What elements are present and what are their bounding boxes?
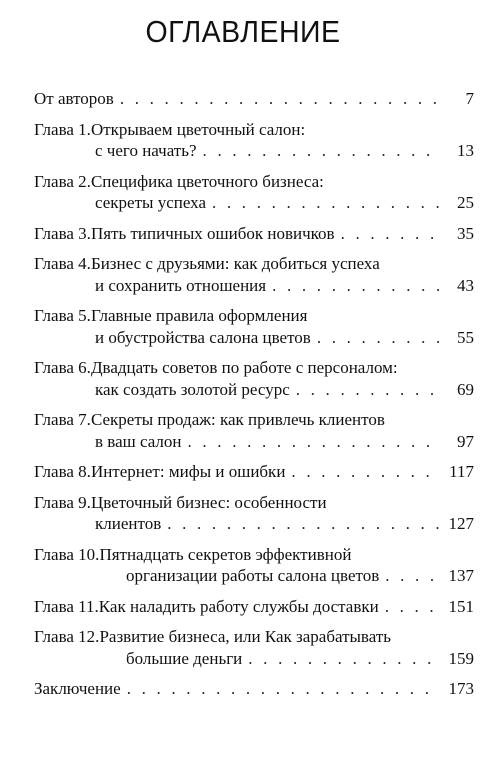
chapter-title: с чего начать? bbox=[95, 141, 197, 160]
page-number: 97 bbox=[457, 431, 474, 451]
page-number: 173 bbox=[448, 679, 474, 698]
toc-entry bbox=[34, 119, 474, 162]
page-title: ОГЛАВЛЕНИЕ bbox=[145, 14, 341, 49]
chapter-title: Специфика цветочного бизнеса: bbox=[90, 171, 324, 191]
toc-entry bbox=[34, 305, 474, 348]
chapter-title: Как наладить работу службы доставки bbox=[98, 596, 379, 616]
toc-line bbox=[34, 140, 474, 162]
chapter-number: Глава 8. bbox=[34, 462, 91, 481]
dot-leader bbox=[188, 431, 441, 453]
chapter-title: Бизнес с друзьями: как добиться успеха bbox=[90, 254, 380, 273]
chapter-title: Открываем цветочный салон: bbox=[90, 119, 306, 139]
chapter-title: и сохранить отношения bbox=[95, 275, 267, 295]
chapter-number: Глава 10. bbox=[34, 544, 100, 564]
dot-leader bbox=[203, 140, 440, 162]
toc-entry bbox=[34, 461, 474, 483]
page-number: 43 bbox=[457, 275, 474, 295]
page-number: 25 bbox=[457, 193, 474, 212]
chapter-title: Секреты продаж: как привлечь клиентов bbox=[90, 410, 385, 429]
toc-line bbox=[34, 544, 474, 566]
dot-leader bbox=[291, 461, 440, 483]
dot-leader bbox=[385, 596, 440, 618]
dot-leader bbox=[212, 192, 440, 214]
page-number: 127 bbox=[448, 514, 474, 533]
table-of-contents bbox=[34, 88, 474, 709]
toc-line bbox=[34, 88, 474, 110]
toc-entry bbox=[34, 596, 474, 618]
chapter-title: секреты успеха bbox=[95, 193, 206, 212]
chapter-title: Заключение bbox=[34, 679, 121, 698]
toc-line bbox=[34, 565, 474, 587]
chapter-number: Глава 2. bbox=[34, 171, 91, 191]
chapter-number: Глава 1. bbox=[34, 119, 91, 139]
toc-entry bbox=[34, 223, 474, 245]
dot-leader bbox=[272, 275, 440, 297]
toc-line bbox=[34, 171, 474, 193]
chapter-title: Цветочный бизнес: особенности bbox=[90, 492, 327, 512]
toc-line bbox=[34, 253, 474, 275]
toc-line bbox=[34, 327, 474, 349]
toc-line bbox=[34, 305, 474, 327]
chapter-title: как создать золотой ресурс bbox=[95, 379, 290, 399]
chapter-number: Глава 3. bbox=[34, 223, 91, 243]
chapter-title: Развитие бизнеса, или Как зарабатывать bbox=[99, 627, 392, 646]
page-number: 55 bbox=[457, 327, 474, 347]
chapter-title: клиентов bbox=[95, 514, 162, 533]
dot-leader bbox=[317, 327, 440, 349]
chapter-title: и обустройства салона цветов bbox=[95, 327, 311, 347]
chapter-title: в ваш салон bbox=[95, 431, 182, 451]
toc-entry bbox=[34, 678, 474, 700]
toc-line bbox=[34, 275, 474, 297]
dot-leader bbox=[385, 565, 440, 587]
chapter-number: Глава 9. bbox=[34, 492, 91, 512]
page-number: 137 bbox=[448, 566, 474, 585]
chapter-number: Глава 4. bbox=[34, 254, 91, 273]
chapter-number: Глава 12. bbox=[34, 627, 100, 646]
toc-line bbox=[34, 648, 474, 670]
toc-entry bbox=[34, 409, 474, 452]
page-number: 13 bbox=[457, 141, 474, 160]
toc-line bbox=[34, 119, 474, 141]
chapter-title: организации работы салона цветов bbox=[126, 566, 380, 585]
toc-line bbox=[34, 192, 474, 214]
toc-entry bbox=[34, 171, 474, 214]
toc-line bbox=[34, 596, 474, 618]
page-number: 69 bbox=[457, 379, 474, 399]
dot-leader bbox=[341, 223, 440, 245]
chapter-title: От авторов bbox=[34, 89, 114, 108]
chapter-title: Двадцать советов по работе с персоналом: bbox=[90, 358, 398, 377]
toc-line bbox=[34, 379, 474, 401]
toc-line bbox=[34, 513, 474, 535]
toc-line bbox=[34, 357, 474, 379]
chapter-number: Глава 11. bbox=[34, 596, 99, 616]
chapter-number: Глава 6. bbox=[34, 358, 91, 377]
page-number: 7 bbox=[465, 89, 474, 108]
chapter-title: Пятнадцать секретов эффективной bbox=[99, 544, 352, 564]
toc-entry bbox=[34, 626, 474, 669]
toc-line bbox=[34, 431, 474, 453]
chapter-number: Глава 5. bbox=[34, 306, 91, 325]
toc-line bbox=[34, 461, 474, 483]
toc-entry bbox=[34, 492, 474, 535]
page-number: 117 bbox=[449, 462, 474, 481]
chapter-title: Интернет: мифы и ошибки bbox=[90, 462, 286, 481]
dot-leader bbox=[167, 513, 440, 535]
dot-leader bbox=[127, 678, 440, 700]
chapter-title: Главные правила оформления bbox=[90, 306, 308, 325]
dot-leader bbox=[248, 648, 440, 670]
toc-line bbox=[34, 626, 474, 648]
toc-entry bbox=[34, 88, 474, 110]
chapter-title: большие деньги bbox=[126, 648, 243, 668]
toc-line bbox=[34, 409, 474, 431]
dot-leader bbox=[120, 88, 440, 110]
toc-line bbox=[34, 223, 474, 245]
toc-line bbox=[34, 678, 474, 700]
chapter-title: Пять типичных ошибок новичков bbox=[90, 223, 335, 243]
toc-entry bbox=[34, 253, 474, 296]
toc-line bbox=[34, 492, 474, 514]
page-number: 35 bbox=[457, 223, 474, 243]
dot-leader bbox=[296, 379, 440, 401]
chapter-number: Глава 7. bbox=[34, 410, 91, 429]
toc-entry bbox=[34, 357, 474, 400]
toc-entry bbox=[34, 544, 474, 587]
page-number: 151 bbox=[448, 596, 474, 616]
page-number: 159 bbox=[448, 648, 474, 668]
